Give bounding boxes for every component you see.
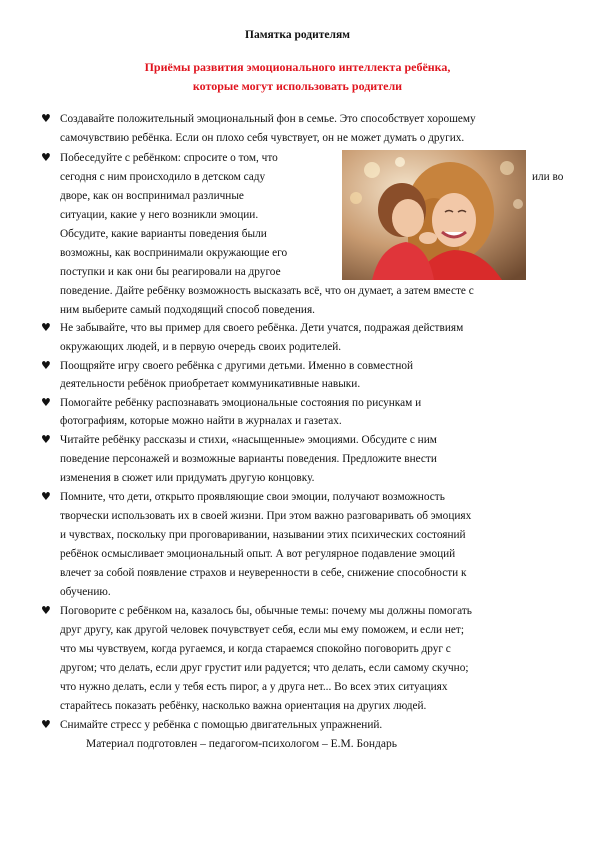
text-line: Побеседуйте с ребёнком: спросите о том, что	[60, 152, 278, 164]
text-line: поведение персонажей и возможные варианты поведения. Предложите внести	[60, 453, 437, 465]
mother-daughter-photo	[342, 150, 526, 280]
bullet-heart-icon: ♥	[41, 112, 51, 125]
bullet-heart-icon: ♥	[41, 151, 51, 164]
text-line: обучению.	[60, 586, 111, 598]
text-line: Помогайте ребёнку распознавать эмоциональные состояния по рисункам и	[60, 397, 422, 409]
text-line: Поощряйте игру своего ребёнка с другими детьми. Именно в совместной	[60, 360, 414, 372]
text-line: Обсудите, какие варианты поведения были	[60, 228, 267, 240]
text-line: старайтесь показать ребёнку, насколько важна ориентация на других людей.	[60, 700, 427, 712]
text-line: окружающих людей, и в первую очередь своих родителей.	[60, 341, 342, 353]
bullet-heart-icon: ♥	[41, 321, 51, 334]
text-line: Помните, что дети, открыто проявляющие свои эмоции, получают возможность	[60, 491, 445, 503]
text-line: ситуации, какие у него возникли эмоции.	[60, 209, 259, 221]
text-line: деятельности ребёнок приобретает коммуникативные навыки.	[60, 378, 361, 390]
text-line: ним выберите самый подходящий способ поведения.	[60, 304, 315, 316]
text-line: Снимайте стресс у ребёнка с помощью двигательных упражнений.	[60, 719, 383, 731]
text-line: Читайте ребёнку рассказы и стихи, «насыщенные» эмоциями. Обсудите с ним	[60, 434, 437, 446]
text-line: сегодня с ним происходило в детском саду	[60, 171, 266, 183]
text-line: Создавайте положительный эмоциональный фон в семье. Это способствует хорошему	[60, 113, 476, 125]
text-line: или во	[532, 171, 564, 183]
page-title: Памятка родителям	[245, 29, 350, 41]
text-line: дворе, как он воспринимал различные	[60, 190, 244, 202]
text-line: ребёнок осмысливает эмоциональный опыт. А вот регулярное подавление эмоций	[60, 548, 456, 560]
subtitle-line-1: Приёмы развития эмоционального интеллекта ребёнка,	[144, 60, 451, 74]
bullet-heart-icon: ♥	[41, 396, 51, 409]
text-line: и чувствах, поскольку при проговаривании, назывании этих психических состояний	[60, 529, 466, 541]
subtitle-line-2: которые могут использовать родители	[192, 79, 403, 93]
text-line: Не забывайте, что вы пример для своего ребёнка. Дети учатся, подражая действиям	[60, 322, 464, 334]
text-line: Поговорите с ребёнком на, казалось бы, обычные темы: почему мы должны помогать	[60, 605, 472, 617]
bullet-heart-icon: ♥	[41, 490, 51, 503]
text-line: поведение. Дайте ребёнку возможность высказать всё, что он думает, а затем вместе с	[60, 285, 474, 297]
text-line: что нужно делать, если у тебя есть пирог, а у друга нет... Во всех этих ситуациях	[60, 681, 448, 693]
bullet-heart-icon: ♥	[41, 359, 51, 372]
text-line: что мы чувствуем, когда ругаемся, и когда стараемся спокойно поговорить друг с	[60, 643, 451, 655]
text-line: возможны, как воспринимали окружающие его	[60, 247, 288, 259]
text-line: друг другу, как другой человек почувствует себя, если мы ему поможем, и если нет;	[60, 624, 464, 636]
bullet-heart-icon: ♥	[41, 433, 51, 446]
text-line: фотографиям, которые можно найти в журналах и газетах.	[60, 415, 342, 427]
text-line: влечет за собой появление страхов и неуверенности в себе, снижение способности к	[60, 567, 467, 579]
bullet-heart-icon: ♥	[41, 718, 51, 731]
text-line: другом; что делать, если друг грустит или радуется; что делать, если самому скучно;	[60, 662, 469, 674]
text-line: самочувствию ребёнка. Если он плохо себя чувствует, он не может думать о других.	[60, 132, 465, 144]
text-line: изменения в сюжет или придумать другую концовку.	[60, 472, 315, 484]
signature-line: Материал подготовлен – педагогом-психологом – Е.М. Бондарь	[86, 738, 397, 750]
text-line: поступки и как они бы реагировали на другое	[60, 266, 281, 278]
text-line: творчески использовать их в своей жизни. При этом важно разговаривать об эмоциях	[60, 510, 472, 522]
bullet-heart-icon: ♥	[41, 604, 51, 617]
